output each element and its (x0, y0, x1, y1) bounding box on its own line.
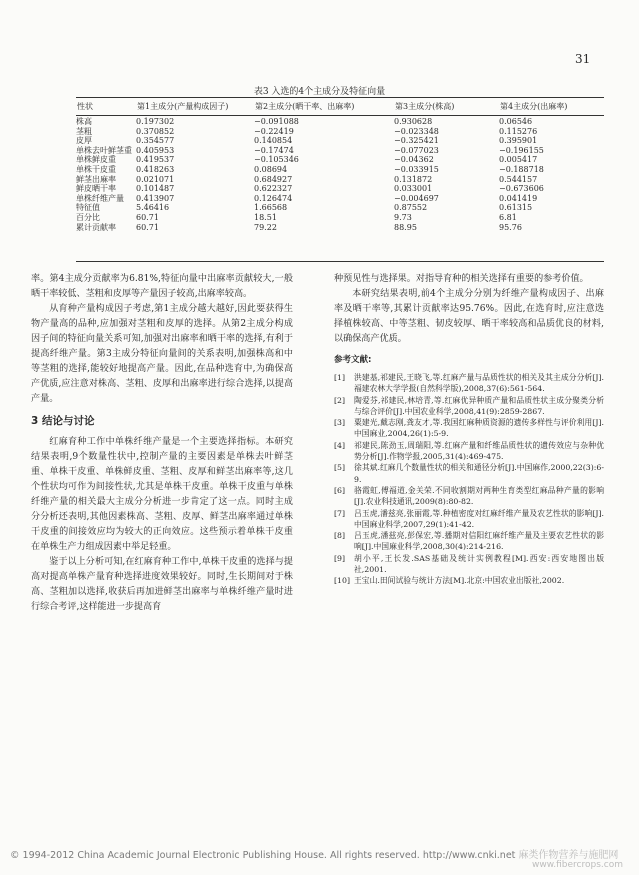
value-cell: −0.22419 (254, 126, 294, 136)
paragraph: 鉴于以上分析可知,在红麻育种工作中,单株干皮重的选择与提高对提高单株产量育种选择进度效果较好。同时,生长期间对于株高、茎粗加以选择,收获后再加进鲜茎出麻率与单株纤维产量时进行综合考评,这样能进一步提高育 (31, 557, 293, 612)
reference-text: 祁建民,陈劲玉,周瑞阳,等.红麻产量和纤维品质性状的遗传效应与杂种优势分析[J].作物学报,2005,31(4):469-475. (354, 440, 604, 462)
trait-name-cell: 株高 (76, 117, 92, 126)
table-header-row (76, 97, 604, 117)
table-row (76, 175, 604, 185)
reference-item (334, 440, 604, 463)
reference-item (334, 575, 604, 586)
value-cell: 0.418263 (136, 164, 175, 174)
reference-item (334, 530, 604, 553)
trait-name-cell: 单株鲜皮重 (76, 155, 116, 165)
table-caption: 表3 入选的4个主成分及特征向量 (253, 87, 386, 97)
reference-number: [1] (334, 373, 346, 382)
value-cell: 18.51 (254, 212, 277, 222)
table-row (76, 203, 604, 213)
value-cell: −0.023348 (394, 126, 439, 136)
reference-text: 粟建光,戴志刚,龚友才,等.我国红麻种质资源的遗传多样性与评价利用[J].中国麻业,2004,26(1):5-9. (354, 418, 604, 439)
trait-name-cell: 特征值 (76, 203, 100, 213)
value-cell: 79.22 (254, 222, 277, 232)
paragraph: 率。第4主成分贡献率为6.81%,特征向量中出麻率贡献较大,一般晒干率较低、茎粗和皮厚等产量因子较高,出麻率较高。 (31, 274, 293, 299)
value-cell: 0.622327 (254, 184, 293, 194)
value-cell: 0.041419 (499, 193, 538, 203)
value-cell: 0.544157 (499, 174, 538, 184)
reference-number: [9] (334, 553, 346, 563)
value-cell: 0.87552 (394, 203, 428, 213)
table-row (76, 146, 604, 156)
table-row (76, 155, 604, 165)
table-header-cell: 性状 (77, 102, 93, 112)
value-cell: −0.17474 (254, 145, 294, 155)
value-cell: −0.004697 (394, 193, 439, 203)
value-cell: −0.04362 (394, 155, 434, 165)
value-cell: −0.325421 (394, 136, 439, 146)
value-cell: 6.81 (499, 212, 517, 222)
table-row (76, 223, 604, 233)
value-cell: 0.395901 (499, 136, 538, 146)
value-cell: 60.71 (136, 222, 159, 232)
table-row (76, 184, 604, 194)
footer (10, 846, 635, 861)
reference-text: 吕玉虎,潘兹亮,彭保宏,等.播期对信阳红麻纤维产量及主要农艺性状的影响[J].中国麻业科学,2008,30(4):214-216. (354, 531, 604, 552)
reference-number: [5] (334, 463, 346, 473)
reference-text: 王宝山.田间试验与统计方法[M].北京:中国农业出版社,2002. (354, 576, 565, 586)
table-header-cell: 第2主成分(晒干率、出麻率) (255, 102, 355, 112)
value-cell: −0.091088 (254, 117, 299, 126)
right-column (334, 272, 604, 587)
table-row (76, 127, 604, 137)
trait-name-cell: 累计贡献率 (76, 222, 116, 232)
table-row (76, 136, 604, 146)
reference-text: 徐其斌.红麻几个数量性状的相关和通径分析[J].中国麻作,2000,22(3):6-9. (354, 463, 604, 484)
value-cell: 0.354577 (136, 136, 175, 146)
value-cell: 9.73 (394, 212, 412, 222)
trait-name-cell: 单株干皮重 (76, 164, 116, 174)
reference-text: 陶爱芬,祁建民,林培青,等.红麻优异种质产量和品质性状主成分聚类分析与综合评价[J].中国农业科学,2008,41(9):2859-2867. (354, 395, 604, 416)
value-cell: −0.105346 (254, 155, 299, 165)
trait-name-cell: 鲜茎出麻率 (76, 174, 116, 184)
table-row (76, 213, 604, 223)
reference-item (334, 553, 604, 576)
value-cell: −0.033915 (394, 164, 439, 174)
watermark-url: www.fibercrops.com (532, 860, 623, 870)
reference-list (334, 372, 604, 587)
references-heading: 参考文献: (334, 355, 372, 365)
watermark-text: 麻类作物营养与施肥网 (518, 850, 619, 861)
page-number: 31 (575, 52, 591, 66)
reference-item (334, 508, 604, 531)
value-cell: 0.005417 (499, 155, 538, 165)
reference-number: [2] (334, 395, 346, 405)
value-cell: 0.405953 (136, 145, 175, 155)
table-body (76, 117, 604, 232)
value-cell: 1.66568 (254, 203, 288, 213)
value-cell: 0.08694 (254, 164, 288, 174)
value-cell: 0.140854 (254, 136, 293, 146)
paragraph: 从育种产量构成因子考虑,第1主成分越大越好,因此要获得生物产量高的品种,应加强对茎粗和皮厚的选择。从第2主成分构成因子间的特征向量关系可知,加强对出麻率和晒干率的选择,有利于提高纤维产量。第3主成分特征向量间的关系表明,加强株高和中等茎粗的选择,能较好地提高产量。因此,在品种选育中,为确保高产优质,应注意对株高、茎粗、皮厚和出麻率进行综合选择,以提高产量。 (31, 304, 293, 404)
table-row (76, 194, 604, 204)
value-cell: 0.419537 (136, 155, 175, 165)
left-column (31, 272, 293, 615)
section-heading: 3 结论与讨论 (31, 415, 95, 427)
value-cell: 0.197302 (136, 117, 175, 126)
principal-component-table (76, 97, 604, 232)
value-cell: 0.684927 (254, 174, 293, 184)
value-cell: 0.101487 (136, 184, 175, 194)
value-cell: 0.930628 (394, 117, 433, 126)
value-cell: −0.077023 (394, 145, 439, 155)
trait-name-cell: 百分比 (76, 212, 100, 222)
table-bottom-rule (76, 261, 604, 262)
reference-number: [8] (334, 531, 346, 541)
trait-name-cell: 皮厚 (76, 136, 92, 146)
reference-item (334, 372, 604, 395)
trait-name-cell: 鲜皮晒干率 (76, 184, 116, 194)
paragraph: 红麻育种工作中单株纤维产量是一个主要选择指标。本研究结果表明,9个数量性状中,控制产量的主要因素是单株去叶鲜茎重、单株干皮重、单株鲜皮重、茎粗、皮厚和鲜茎出麻率等,这几个性状均可作为间接性状,尤其是单株干皮重。单株干皮重与单株纤维产量的相关最大主成分分析进一步肯定了这一点。同时主成分分析还表明,其他因素株高、茎粗、皮厚、鲜茎出麻率通过单株干皮重的间接效应均为较大的正向效应。这些预示着单株干皮重在单株生产力组成因素中举足轻重。 (31, 437, 293, 552)
trait-name-cell: 单株去叶鲜茎重 (76, 145, 132, 155)
trait-name-cell: 茎粗 (76, 126, 92, 136)
reference-item (334, 462, 604, 485)
value-cell: 95.76 (499, 222, 522, 232)
table-header-cell: 第4主成分(出麻率) (500, 102, 568, 112)
value-cell: −0.188718 (499, 164, 544, 174)
reference-item (334, 417, 604, 440)
reference-item (334, 395, 604, 418)
value-cell: 0.115276 (499, 126, 538, 136)
value-cell: 0.131872 (394, 174, 433, 184)
table-row (76, 165, 604, 175)
paragraph: 种预见性与选择果。对指导育种的相关选择有重要的参考价值。 (334, 274, 589, 284)
value-cell: 0.126474 (254, 193, 293, 203)
table-row (76, 117, 604, 127)
trait-name-cell: 单株纤维产量 (76, 193, 124, 203)
value-cell: 88.95 (394, 222, 417, 232)
reference-text: 骆霞虹,傅福道,金关荣.不同收割期对两种生育类型红麻品种产量的影响[J].农业科技通讯,2009(8):80-82. (354, 485, 604, 507)
value-cell: 0.021071 (136, 174, 175, 184)
value-cell: 0.033001 (394, 184, 433, 194)
table-header-cell: 第3主成分(株高) (395, 102, 455, 112)
reference-item (334, 485, 604, 508)
reference-text: 吕玉虎,潘兹亮,张丽霞,等.种植密度对红麻纤维产量及农艺性状的影响[J].中国麻业科学,2007,29(1):41-42. (354, 508, 604, 529)
reference-text: 胡小平,王长发.SAS基础及统计实例教程[M].西安:西安地图出版社,2001. (354, 553, 604, 575)
value-cell: 0.06546 (499, 117, 533, 126)
reference-number: [6] (334, 485, 346, 495)
copyright-text: © 1994-2012 China Academic Journal Electronic Publishing House. All rights reserved. http://www.cnki.net (10, 850, 516, 861)
value-cell: 0.413907 (136, 193, 175, 203)
table-header-cell: 第1主成分(产量构成因子) (137, 102, 229, 112)
reference-text: 洪建基,祁建民,王晓飞,等.红麻产量与品质性状的相关及其主成分分析[J].福建农林大学学报(自然科学版),2008,37(6):561-564. (354, 373, 604, 394)
paragraph: 本研究结果表明,前4个主成分分别为纤维产量构成因子、出麻率及晒干率等,其累计贡献率达95.76%。因此,在选育时,应注意选择植株较高、中等茎粗、韧皮较厚、晒干率较高和品质优良的材料,以确保高产优质。 (334, 289, 604, 344)
value-cell: 0.61315 (499, 203, 533, 213)
reference-number: [3] (334, 418, 346, 428)
reference-number: [7] (334, 508, 346, 518)
reference-number: [10] (334, 576, 351, 586)
reference-number: [4] (334, 440, 346, 450)
value-cell: 5.46416 (136, 203, 170, 213)
value-cell: 60.71 (136, 212, 159, 222)
value-cell: −0.673606 (499, 184, 544, 194)
value-cell: −0.196155 (499, 145, 544, 155)
value-cell: 0.370852 (136, 126, 175, 136)
